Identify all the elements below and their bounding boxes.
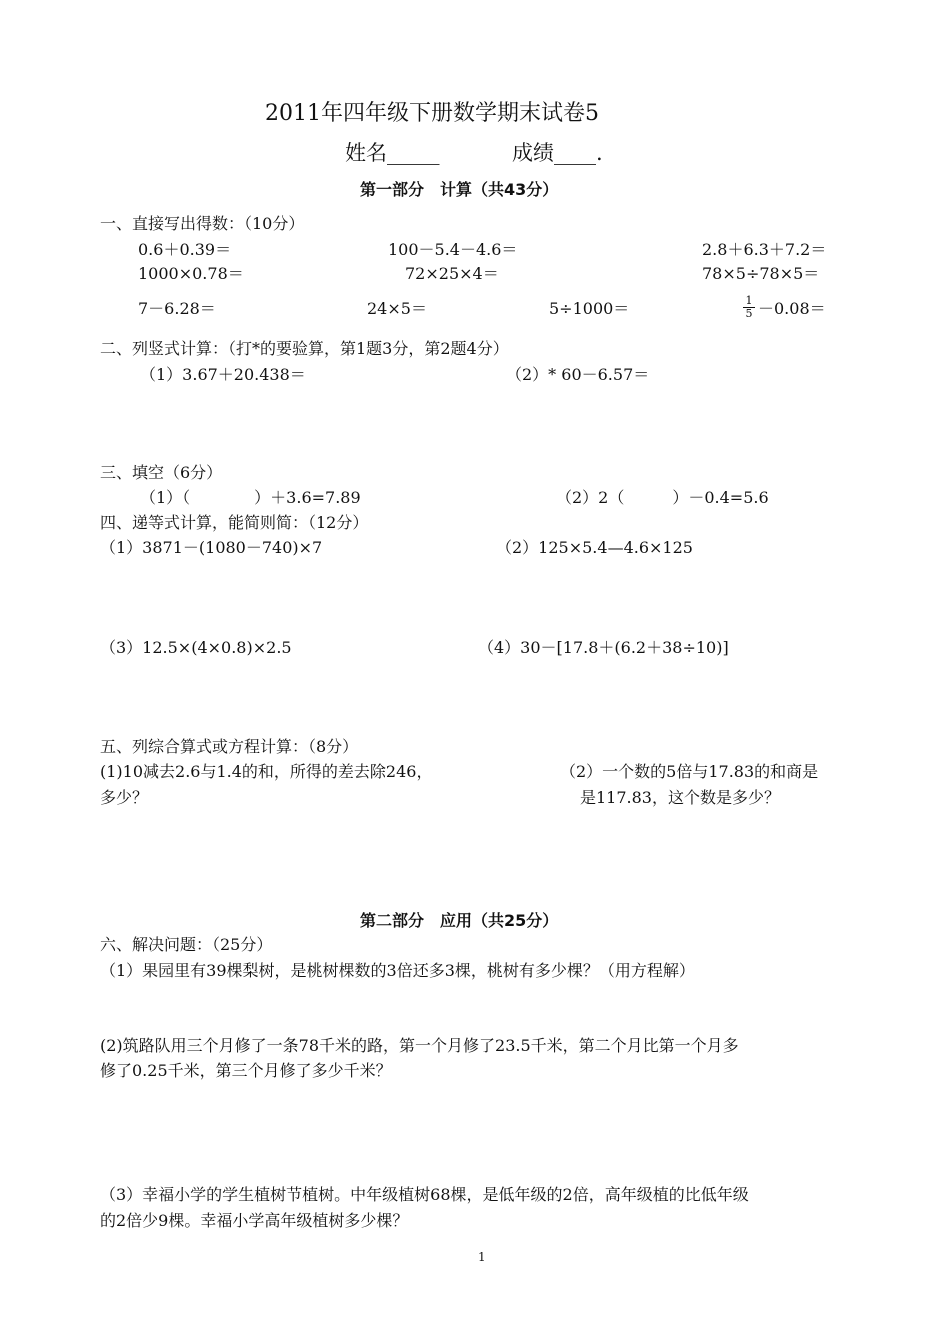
s1-item-10: －0.08＝	[758, 299, 826, 318]
s6-question-1: （1）果园里有39棵梨树，是桃树棵数的3倍还多3棵，桃树有多少棵？（用方程解）	[100, 961, 695, 980]
s4-question-1: （1）3871－(1080－740)×7	[100, 538, 323, 557]
s6-question-2-line-2: 修了0.25千米，第三个月修了多少千米？	[100, 1061, 392, 1080]
s5-question-1-line-1: (1)10减去2.6与1.4的和，所得的差去除246，	[100, 762, 433, 781]
score-field-label: 成绩____.	[512, 141, 603, 165]
s1-item-9: 5÷1000＝	[549, 299, 630, 318]
s5-question-2-line-2: 是117.83，这个数是多少？	[580, 788, 780, 807]
section6-heading: 六、解决问题：（25分）	[100, 935, 273, 954]
s3-question-2: （2）2（ ）－0.4=5.6	[556, 488, 769, 507]
s1-item-6: 78×5÷78×5＝	[702, 264, 820, 283]
s4-question-3: （3）12.5×(4×0.8)×2.5	[100, 638, 292, 657]
s1-item-2: 100－5.4－4.6＝	[388, 240, 518, 259]
s1-item-5: 72×25×4＝	[405, 264, 499, 283]
part1-heading: 第一部分 计算（共43分）	[360, 180, 559, 199]
s6-question-3-line-2: 的2倍少9棵。幸福小学高年级植树多少棵？	[100, 1211, 409, 1230]
s4-question-2: （2）125×5.4—4.6×125	[496, 538, 693, 557]
s6-question-3-line-1: （3）幸福小学的学生植树节植树。中年级植树68棵，是低年级的2倍，高年级植的比低年级	[100, 1185, 749, 1204]
part2-heading: 第二部分 应用（共25分）	[360, 911, 559, 930]
s2-question-2: （2）* 60－6.57＝	[506, 365, 650, 384]
s1-item-4: 1000×0.78＝	[138, 264, 244, 283]
s1-item-1: 0.6＋0.39＝	[138, 240, 232, 259]
s1-item-8: 24×5＝	[367, 299, 427, 318]
name-field-label: 姓名_____	[345, 141, 440, 165]
page-number: 1	[478, 1250, 486, 1264]
s2-question-1: （1）3.67＋20.438＝	[140, 365, 306, 384]
section4-heading: 四、递等式计算，能简则简：（12分）	[100, 513, 369, 532]
page-title: 2011年四年级下册数学期末试卷5	[265, 101, 599, 126]
section3-heading: 三、填空（6分）	[100, 463, 223, 482]
s1-item-7: 7－6.28＝	[138, 299, 216, 318]
s4-question-4: （4）30－[17.8＋(6.2＋38÷10)]	[478, 638, 729, 657]
s5-question-2-line-1: （2）一个数的5倍与17.83的和商是	[560, 762, 819, 781]
s1-fraction	[743, 295, 755, 320]
s3-question-1: （1）（ ）＋3.6=7.89	[140, 488, 361, 507]
s5-question-1-line-2: 多少？	[100, 788, 149, 807]
section2-heading: 二、列竖式计算：（打*的要验算，第1题3分，第2题4分）	[100, 339, 509, 358]
s6-question-2-line-1: (2)筑路队用三个月修了一条78千米的路，第一个月修了23.5千米，第二个月比第一个月多	[100, 1036, 739, 1055]
section1-heading: 一、直接写出得数：（10分）	[100, 214, 305, 233]
s1-item-3: 2.8＋6.3＋7.2＝	[702, 240, 827, 259]
s1-fraction-numerator: 1	[743, 295, 755, 308]
s1-fraction-denominator: 5	[745, 307, 753, 320]
section5-heading: 五、列综合算式或方程计算：（8分）	[100, 737, 359, 756]
